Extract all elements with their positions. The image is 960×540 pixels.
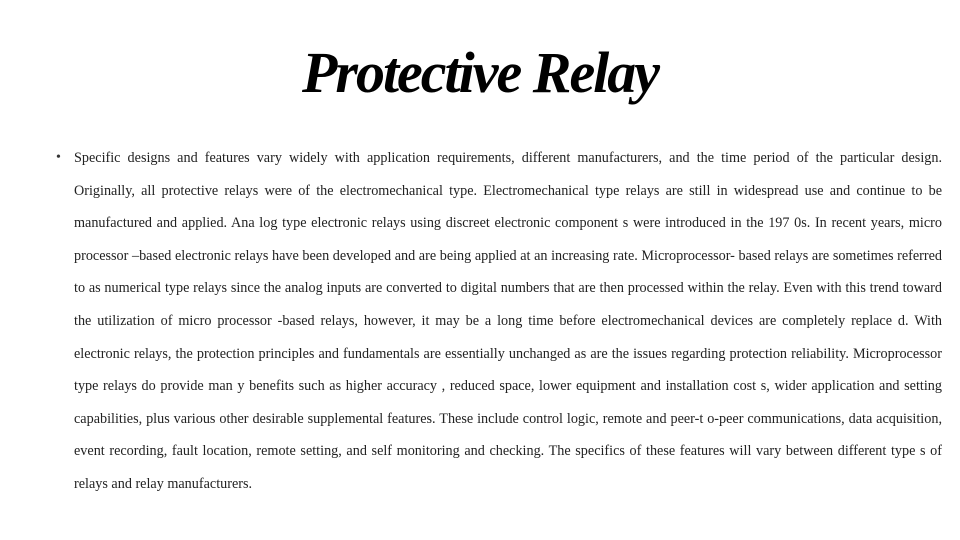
bullet-item bbox=[56, 142, 942, 501]
slide-title: Protective Relay bbox=[301, 40, 659, 105]
bullet-marker: • bbox=[56, 150, 61, 165]
bullet-text: Specific designs and features vary widely with application requirements, different manufacturers, and the time period of the particular design. Originally, all protective relays were of the electromechanical type. Electromechanical type relays are still in widespread use and continue to be manufactured and applied. Ana log type electronic relays using discreet electronic component s were introduced in the 197 0s. In recent years, micro processor –based electronic relays have been developed and are being applied at an increasing rate. Microprocessor- based relays are sometimes referred to as numerical type relays since the analog inputs are converted to digital numbers that are then processed within the relay. Even with this trend toward the utilization of micro processor -based relays, however, it may be a long time before electromechanical devices are completely replace d. With electronic relays, the protection principles and fundamentals are essentially unchanged as are the issues regarding protection reliability. Microprocessor type relays do provide man y benefits such as higher accuracy , reduced space, lower equipment and installation cost s, wider application and setting capabilities, plus various other desirable supplemental features. These include control logic, remote and peer-t o-peer communications, data acquisition, event recording, fault location, remote setting, and self monitoring and checking. The specifics of these features will vary between different type s of relays and relay manufacturers. bbox=[74, 150, 942, 492]
